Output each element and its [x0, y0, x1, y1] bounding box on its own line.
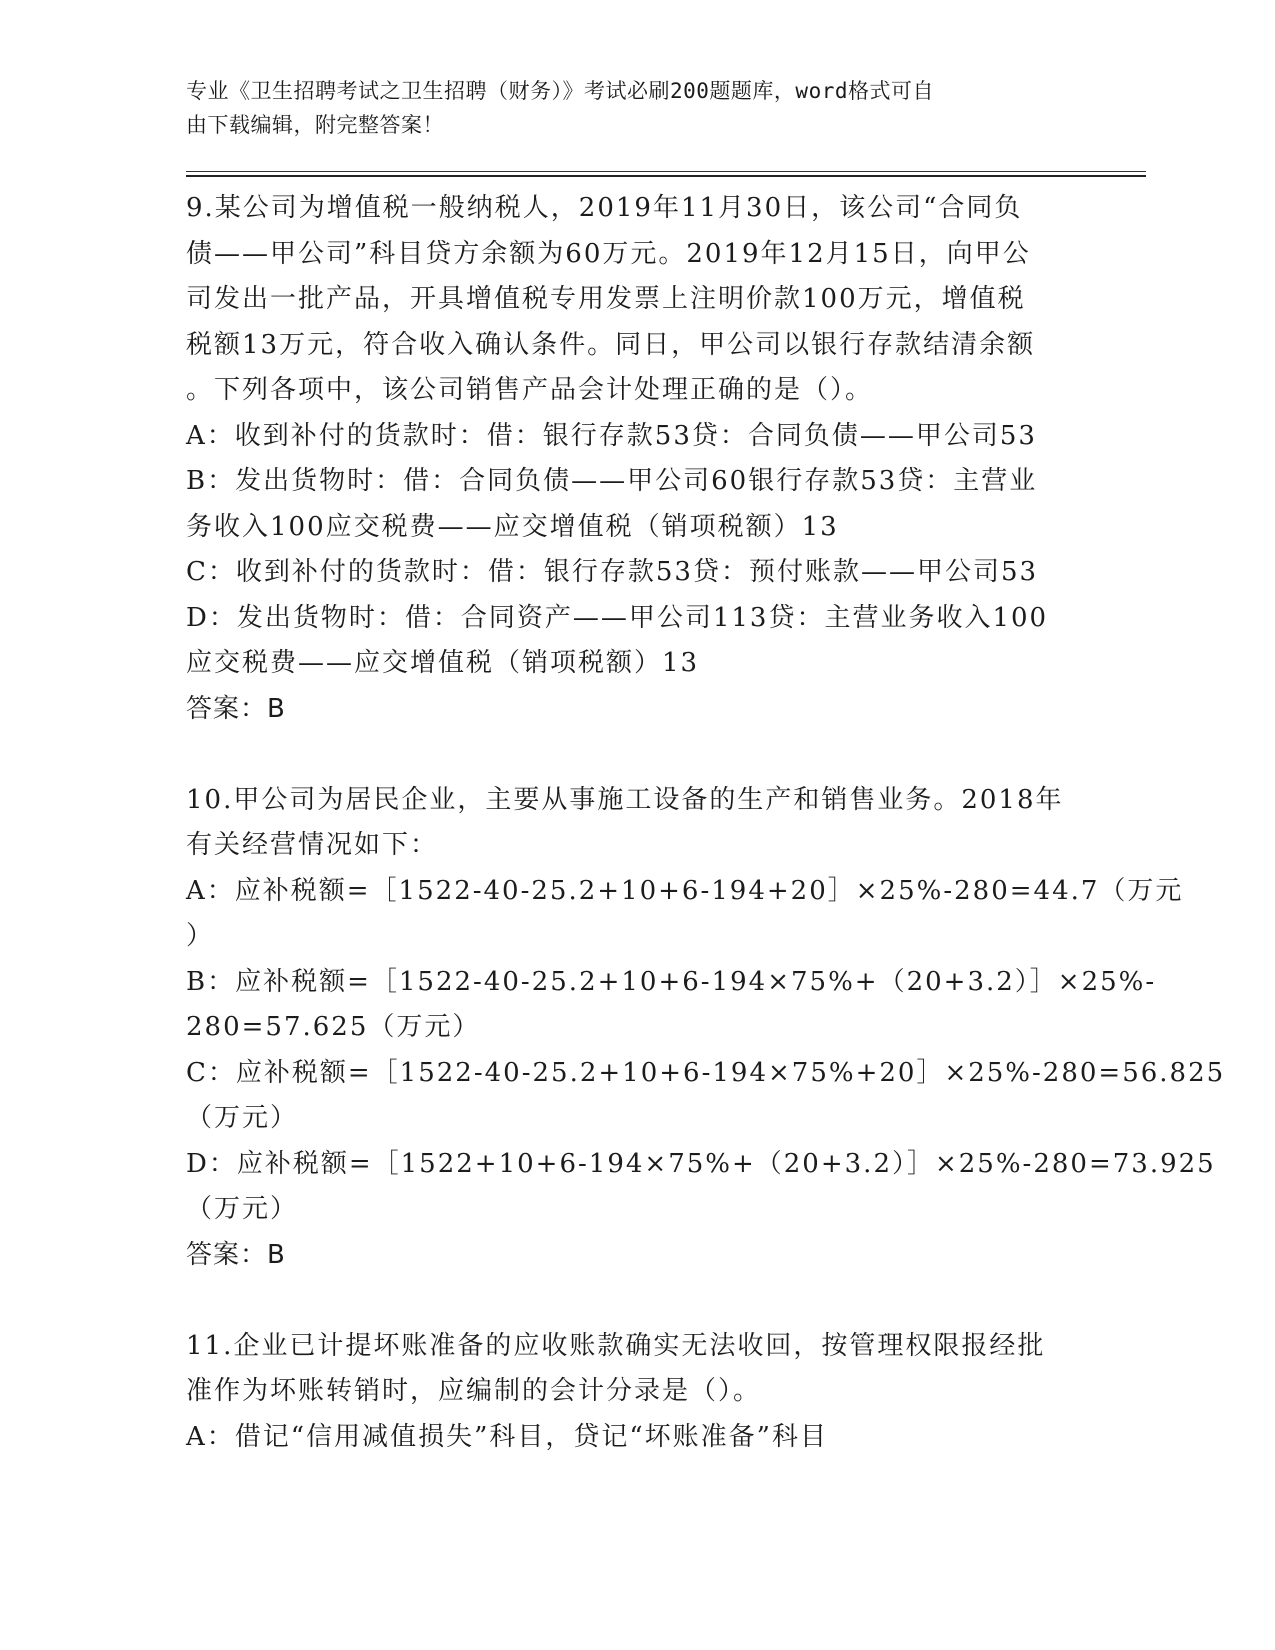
question-text: 11.企业已计提坏账准备的应收账款确实无法收回，按管理权限报经批 [186, 1330, 1046, 1361]
question-text: 有关经营情况如下： [186, 830, 439, 860]
question-text: 债——甲公司”科目贷方余额为60万元。2019年12月15日，向甲公 [186, 238, 1031, 269]
option-b: B：发出货物时：借：合同负债——甲公司60银行存款53贷：主营业 [186, 466, 1038, 496]
question-block [186, 1324, 1086, 1461]
spacer [186, 1278, 1086, 1324]
question-text: 税额13万元，符合收入确认条件。同日，甲公司以银行存款结清余额 [186, 329, 1036, 360]
option-b-continued: 务收入100应交税费——应交增值税（销项税额）13 [186, 511, 839, 542]
option-a: A：收到补付的货款时：借：银行存款53贷：合同负债——甲公司53 [186, 420, 1037, 451]
header-line: 专业《卫生招聘考试之卫生招聘（财务）》考试必刷200题题库，word格式可自 [186, 79, 934, 103]
option-d: D：发出货物时：借：合同资产——甲公司113贷：主营业务收入100 [186, 602, 1049, 633]
option-a: A：借记“信用减值损失”科目，贷记“坏账准备”科目 [186, 1421, 828, 1452]
question-list [186, 186, 1226, 1460]
question-text: 10.甲公司为居民企业，主要从事施工设备的生产和销售业务。2018年 [186, 784, 1064, 815]
header-divider-thick [186, 175, 1146, 177]
page-header [186, 74, 1066, 142]
header-line: 由下载编辑，附完整答案！ [186, 113, 444, 137]
option-b-continued: 280=57.625（万元） [186, 1012, 481, 1042]
option-a: A：应补税额=［1522-40-25.2+10+6-194+20］×25%-280=44.7（万元 [186, 875, 1184, 906]
option-d: D：应补税额=［1522+10+6-194×75%+（20+3.2）］×25%-280=73.925 [186, 1148, 1216, 1179]
question-block [186, 186, 1086, 732]
option-d-continued: （万元） [186, 1194, 299, 1224]
spacer [186, 732, 1086, 778]
question-text: 司发出一批产品，开具增值税专用发票上注明价款100万元，增值税 [186, 284, 1026, 314]
header-divider-thin [186, 171, 1146, 172]
option-c: C：收到补付的货款时：借：银行存款53贷：预付账款——甲公司53 [186, 557, 1039, 587]
option-a-continued: ） [186, 921, 215, 951]
question-text: 。下列各项中，该公司销售产品会计处理正确的是（）。 [186, 375, 874, 405]
option-c-continued: （万元） [186, 1103, 299, 1133]
question-text: 准作为坏账转销时，应编制的会计分录是（）。 [186, 1376, 762, 1406]
option-c: C：应补税额=［1522-40-25.2+10+6-194×75%+20］×25%-280=56.825 [186, 1057, 1226, 1088]
question-text: 9.某公司为增值税一般纳税人，2019年11月30日，该公司“合同负 [186, 193, 1023, 223]
question-block [186, 778, 1226, 1279]
answer-label: 答案：B [186, 693, 286, 724]
option-d-continued: 应交税费——应交增值税（销项税额）13 [186, 648, 700, 678]
answer-label: 答案：B [186, 1239, 286, 1270]
option-b: B：应补税额=［1522-40-25.2+10+6-194×75%+（20+3.2）］×25%- [186, 966, 1157, 997]
